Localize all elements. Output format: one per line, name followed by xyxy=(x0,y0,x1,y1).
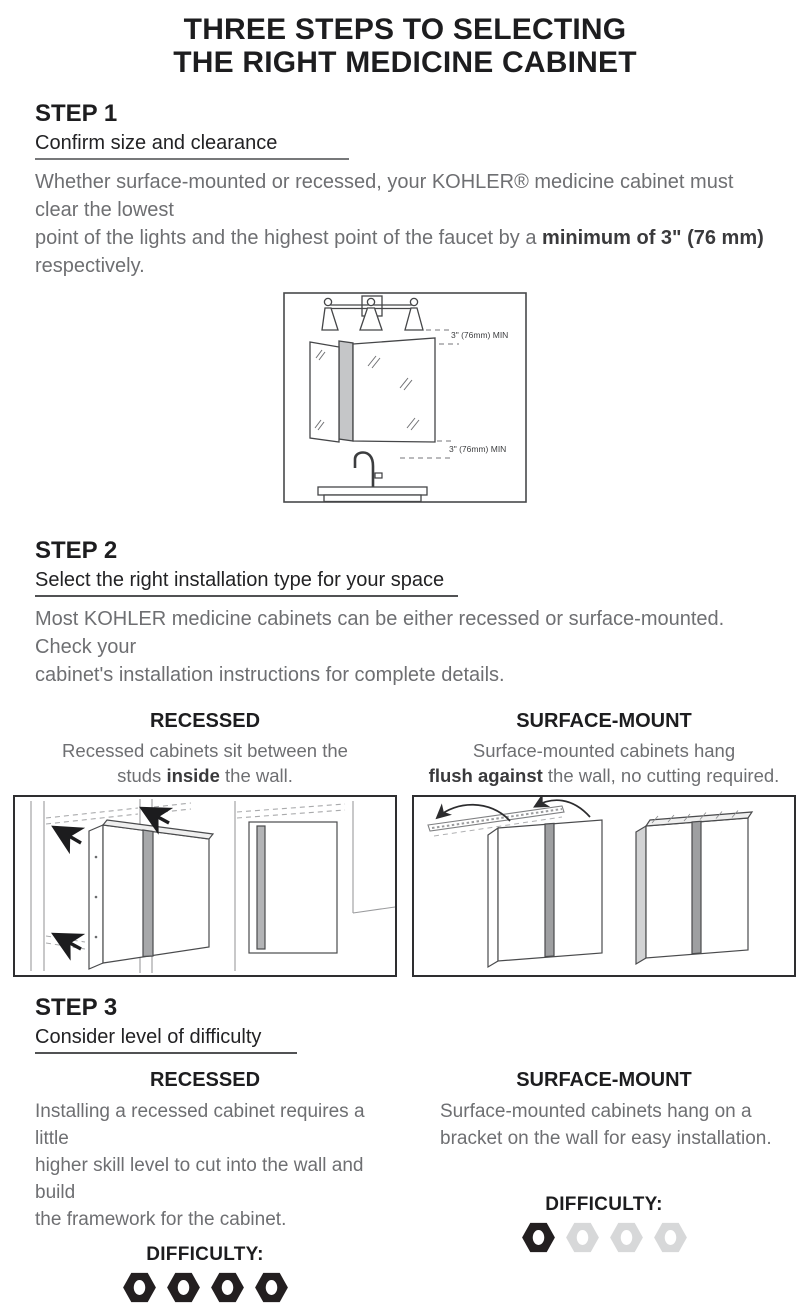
clearance-top-label: 3" (76mm) MIN xyxy=(451,330,509,340)
step3-subheading: Consider level of difficulty xyxy=(35,1025,297,1054)
difficulty-hex-icon xyxy=(254,1272,289,1303)
recessed-title: RECESSED xyxy=(149,710,261,732)
step2-subheading: Select the right installation type for your space xyxy=(35,568,458,597)
step3-recessed-title: RECESSED xyxy=(149,1069,261,1091)
page-title xyxy=(0,0,810,79)
step1-body xyxy=(35,168,775,280)
step3-section xyxy=(35,995,775,1054)
step3-surface-title: SURFACE-MOUNT xyxy=(516,1069,692,1091)
surface-desc-line1: Surface-mounted cabinets hang xyxy=(472,740,736,761)
recessed-desc-line2-post: the wall. xyxy=(219,765,293,786)
recessed-desc-line1: Recessed cabinets sit between the xyxy=(62,740,348,761)
recessed-difficulty-rating xyxy=(13,1272,397,1303)
step3-columns xyxy=(0,1068,810,1303)
difficulty-hex-icon xyxy=(565,1222,600,1253)
medicine-cabinet-icon xyxy=(310,338,435,442)
step1-section xyxy=(35,101,775,280)
difficulty-hex-icon xyxy=(609,1222,644,1253)
step1-body-line2-post: respectively. xyxy=(35,255,145,277)
step1-body-line2-bold: minimum of 3" (76 mm) xyxy=(542,227,764,249)
clearance-bottom-label: 3" (76mm) MIN xyxy=(449,444,507,454)
surface-difficulty-rating xyxy=(412,1222,796,1253)
difficulty-hex-icon xyxy=(653,1222,688,1253)
recessed-desc-line2-bold: inside xyxy=(166,765,220,786)
clearance-diagram-wrap xyxy=(283,292,527,508)
difficulty-hex-icon xyxy=(210,1272,245,1303)
step1-heading: STEP 1 xyxy=(35,100,118,127)
step3-surface-line2: bracket on the wall for easy installation. xyxy=(440,1128,772,1149)
difficulty-hex-icon xyxy=(122,1272,157,1303)
step2-recessed-column xyxy=(13,709,397,788)
step3-recessed-line2: higher skill level to cut into the wall and build xyxy=(35,1155,364,1203)
step2-heading: STEP 2 xyxy=(35,537,118,564)
step3-surface-line1: Surface-mounted cabinets hang on a xyxy=(440,1101,752,1122)
recessed-desc-line2-pre: studs xyxy=(117,765,167,786)
surface-difficulty-label: DIFFICULTY: xyxy=(545,1194,663,1215)
surface-mount-title: SURFACE-MOUNT xyxy=(516,710,692,732)
difficulty-hex-icon xyxy=(521,1222,556,1253)
step2-body-line2: cabinet's installation instructions for complete details. xyxy=(35,664,505,686)
vanity-counter-icon xyxy=(318,487,427,502)
page-title-line2: THE RIGHT MEDICINE CABINET xyxy=(173,46,637,79)
step3-recessed-line1: Installing a recessed cabinet requires a little xyxy=(35,1101,365,1149)
step1-body-line1: Whether surface-mounted or recessed, your KOHLER® medicine cabinet must clear the lowest xyxy=(35,171,734,221)
step1-subheading: Confirm size and clearance xyxy=(35,131,349,160)
surface-cabinet-icon xyxy=(488,820,602,967)
recessed-difficulty-label: DIFFICULTY: xyxy=(146,1244,264,1265)
step3-surface-column xyxy=(412,1068,796,1303)
step3-recessed-desc xyxy=(13,1098,397,1233)
surface-mount-desc xyxy=(412,738,796,788)
step2-body xyxy=(35,605,775,689)
step1-body-line2-pre: point of the lights and the highest point of the faucet by a xyxy=(35,227,543,249)
page-title-line1: THREE STEPS TO SELECTING xyxy=(183,13,627,46)
surface-installed-cabinet-icon xyxy=(636,811,752,965)
step3-surface-desc xyxy=(412,1098,796,1183)
recessed-installed-cabinet-icon xyxy=(249,822,337,953)
step2-columns xyxy=(0,709,810,788)
step2-section xyxy=(35,538,775,689)
recessed-cabinet-icon xyxy=(89,820,213,969)
recessed-difficulty xyxy=(13,1245,397,1303)
step3-heading: STEP 3 xyxy=(35,994,118,1021)
surface-difficulty xyxy=(412,1195,796,1253)
recessed-install-diagram xyxy=(13,795,397,977)
clearance-diagram xyxy=(283,292,527,503)
surface-mount-install-diagram xyxy=(412,795,796,977)
step3-recessed-line3: the framework for the cabinet. xyxy=(35,1209,287,1230)
surface-desc-line2-post: the wall, no cutting required. xyxy=(542,765,780,786)
difficulty-hex-icon xyxy=(166,1272,201,1303)
surface-desc-line2-bold: flush against xyxy=(428,765,543,786)
step2-diagrams xyxy=(0,795,810,977)
recessed-desc xyxy=(13,738,397,788)
step2-surface-column xyxy=(412,709,796,788)
step2-body-line1: Most KOHLER medicine cabinets can be either recessed or surface-mounted. Check your xyxy=(35,608,725,658)
step3-recessed-column xyxy=(13,1068,397,1303)
